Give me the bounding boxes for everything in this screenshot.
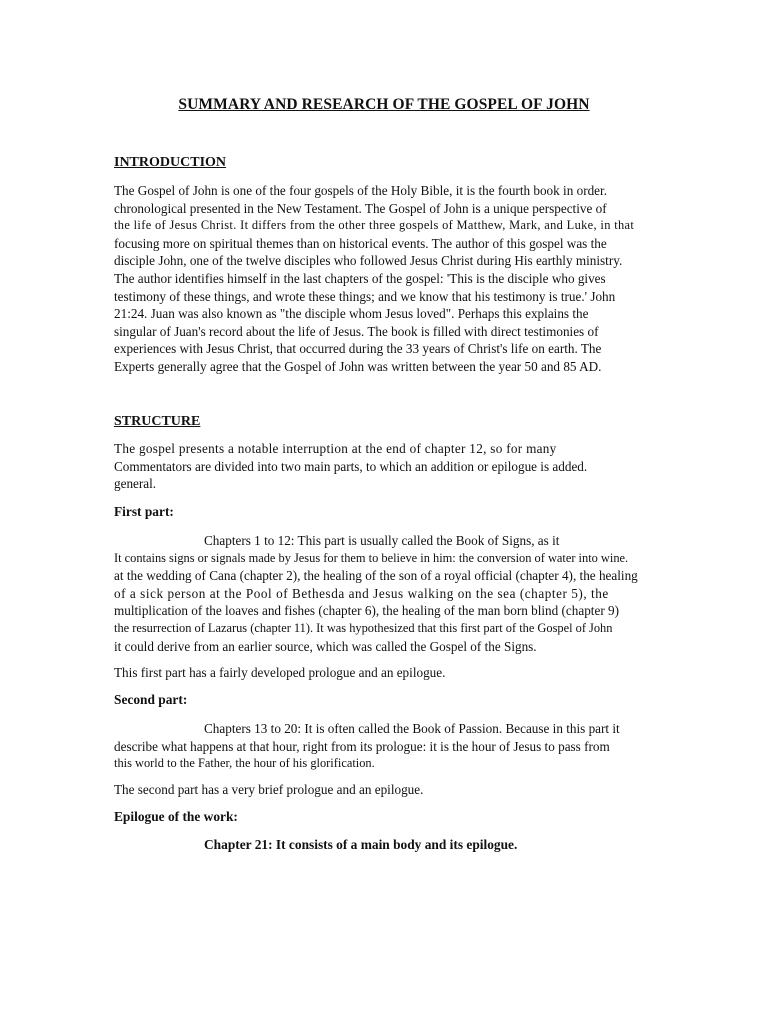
introduction-paragraph <box>114 182 664 376</box>
text-line: the life of Jesus Christ. It differs from the other three gospels of Matthew, Mark, and Luke, in that <box>114 218 635 233</box>
text-line: chronological presented in the New Testament. The Gospel of John is a unique perspective of <box>114 200 607 216</box>
text-line: at the wedding of Cana (chapter 2), the healing of the son of a royal official (chapter 4), the healing <box>114 568 638 584</box>
text-line: disciple John, one of the twelve disciples who followed Jesus Christ during His earthly ministry. <box>114 253 623 269</box>
text-line: the resurrection of Lazarus (chapter 11). It was hypothesized that this first part of the Gospel of John <box>114 620 613 635</box>
text-line: multiplication of the loaves and fishes (chapter 6), the healing of the man born blind (chapter 9) <box>114 603 619 619</box>
text-line: Commentators are divided into two main parts, to which an addition or epilogue is added. <box>114 458 588 474</box>
text-line: experiences with Jesus Christ, that occurred during the 33 years of Christ's life on earth. The <box>114 341 602 357</box>
second-part-heading: Second part: <box>114 692 188 707</box>
text-line: describe what happens at that hour, right from its prologue: it is the hour of Jesus to pass from <box>114 738 610 754</box>
text-line: The second part has a very brief prologue and an epilogue. <box>114 782 424 797</box>
text-line: The gospel presents a notable interruption at the end of chapter 12, so for many <box>114 441 557 456</box>
structure-paragraph <box>114 440 664 493</box>
text-line: 21:24. Juan was also known as "the disciple whom Jesus loved". Perhaps this explains the <box>114 306 589 322</box>
second-part-paragraph <box>114 720 664 773</box>
text-line: Experts generally agree that the Gospel of John was written between the year 50 and 85 AD. <box>114 358 602 374</box>
first-part-heading: First part: <box>114 504 174 519</box>
introduction-heading: INTRODUCTION <box>114 155 227 170</box>
document-title: SUMMARY AND RESEARCH OF THE GOSPEL OF JOHN <box>178 96 590 113</box>
text-line: focusing more on spiritual themes than on historical events. The author of this gospel was the <box>114 235 607 251</box>
text-line: of a sick person at the Pool of Bethesda and Jesus walking on the sea (chapter 5), the <box>114 585 609 601</box>
epilogue-line: Chapter 21: It consists of a main body and its epilogue. <box>204 837 518 852</box>
structure-heading: STRUCTURE <box>114 414 201 429</box>
text-line: Chapters 1 to 12: This part is usually called the Book of Signs, as it <box>204 533 560 548</box>
text-line: this world to the Father, the hour of his glorification. <box>114 756 375 771</box>
text-line: it could derive from an earlier source, which was called the Gospel of the Signs. <box>114 638 537 654</box>
first-part-paragraph <box>114 532 664 655</box>
text-line: The Gospel of John is one of the four gospels of the Holy Bible, it is the fourth book in order. <box>114 183 607 198</box>
text-line: It contains signs or signals made by Jesus for them to believe in him: the conversion of water into wine. <box>114 550 629 565</box>
first-part-summary <box>114 664 664 682</box>
epilogue-heading: Epilogue of the work: <box>114 809 238 824</box>
text-line: This first part has a fairly developed prologue and an epilogue. <box>114 665 446 680</box>
text-line: testimony of these things, and wrote these things; and we know that his testimony is true.' John <box>114 288 616 304</box>
text-line: singular of Juan's record about the life of Jesus. The book is filled with direct testimonies of <box>114 323 599 339</box>
text-line: Chapters 13 to 20: It is often called the Book of Passion. Because in this part it <box>204 721 620 736</box>
text-line: The author identifies himself in the last chapters of the gospel: 'This is the disciple who gives <box>114 270 606 286</box>
second-part-summary <box>114 781 664 799</box>
text-line: general. <box>114 476 157 492</box>
